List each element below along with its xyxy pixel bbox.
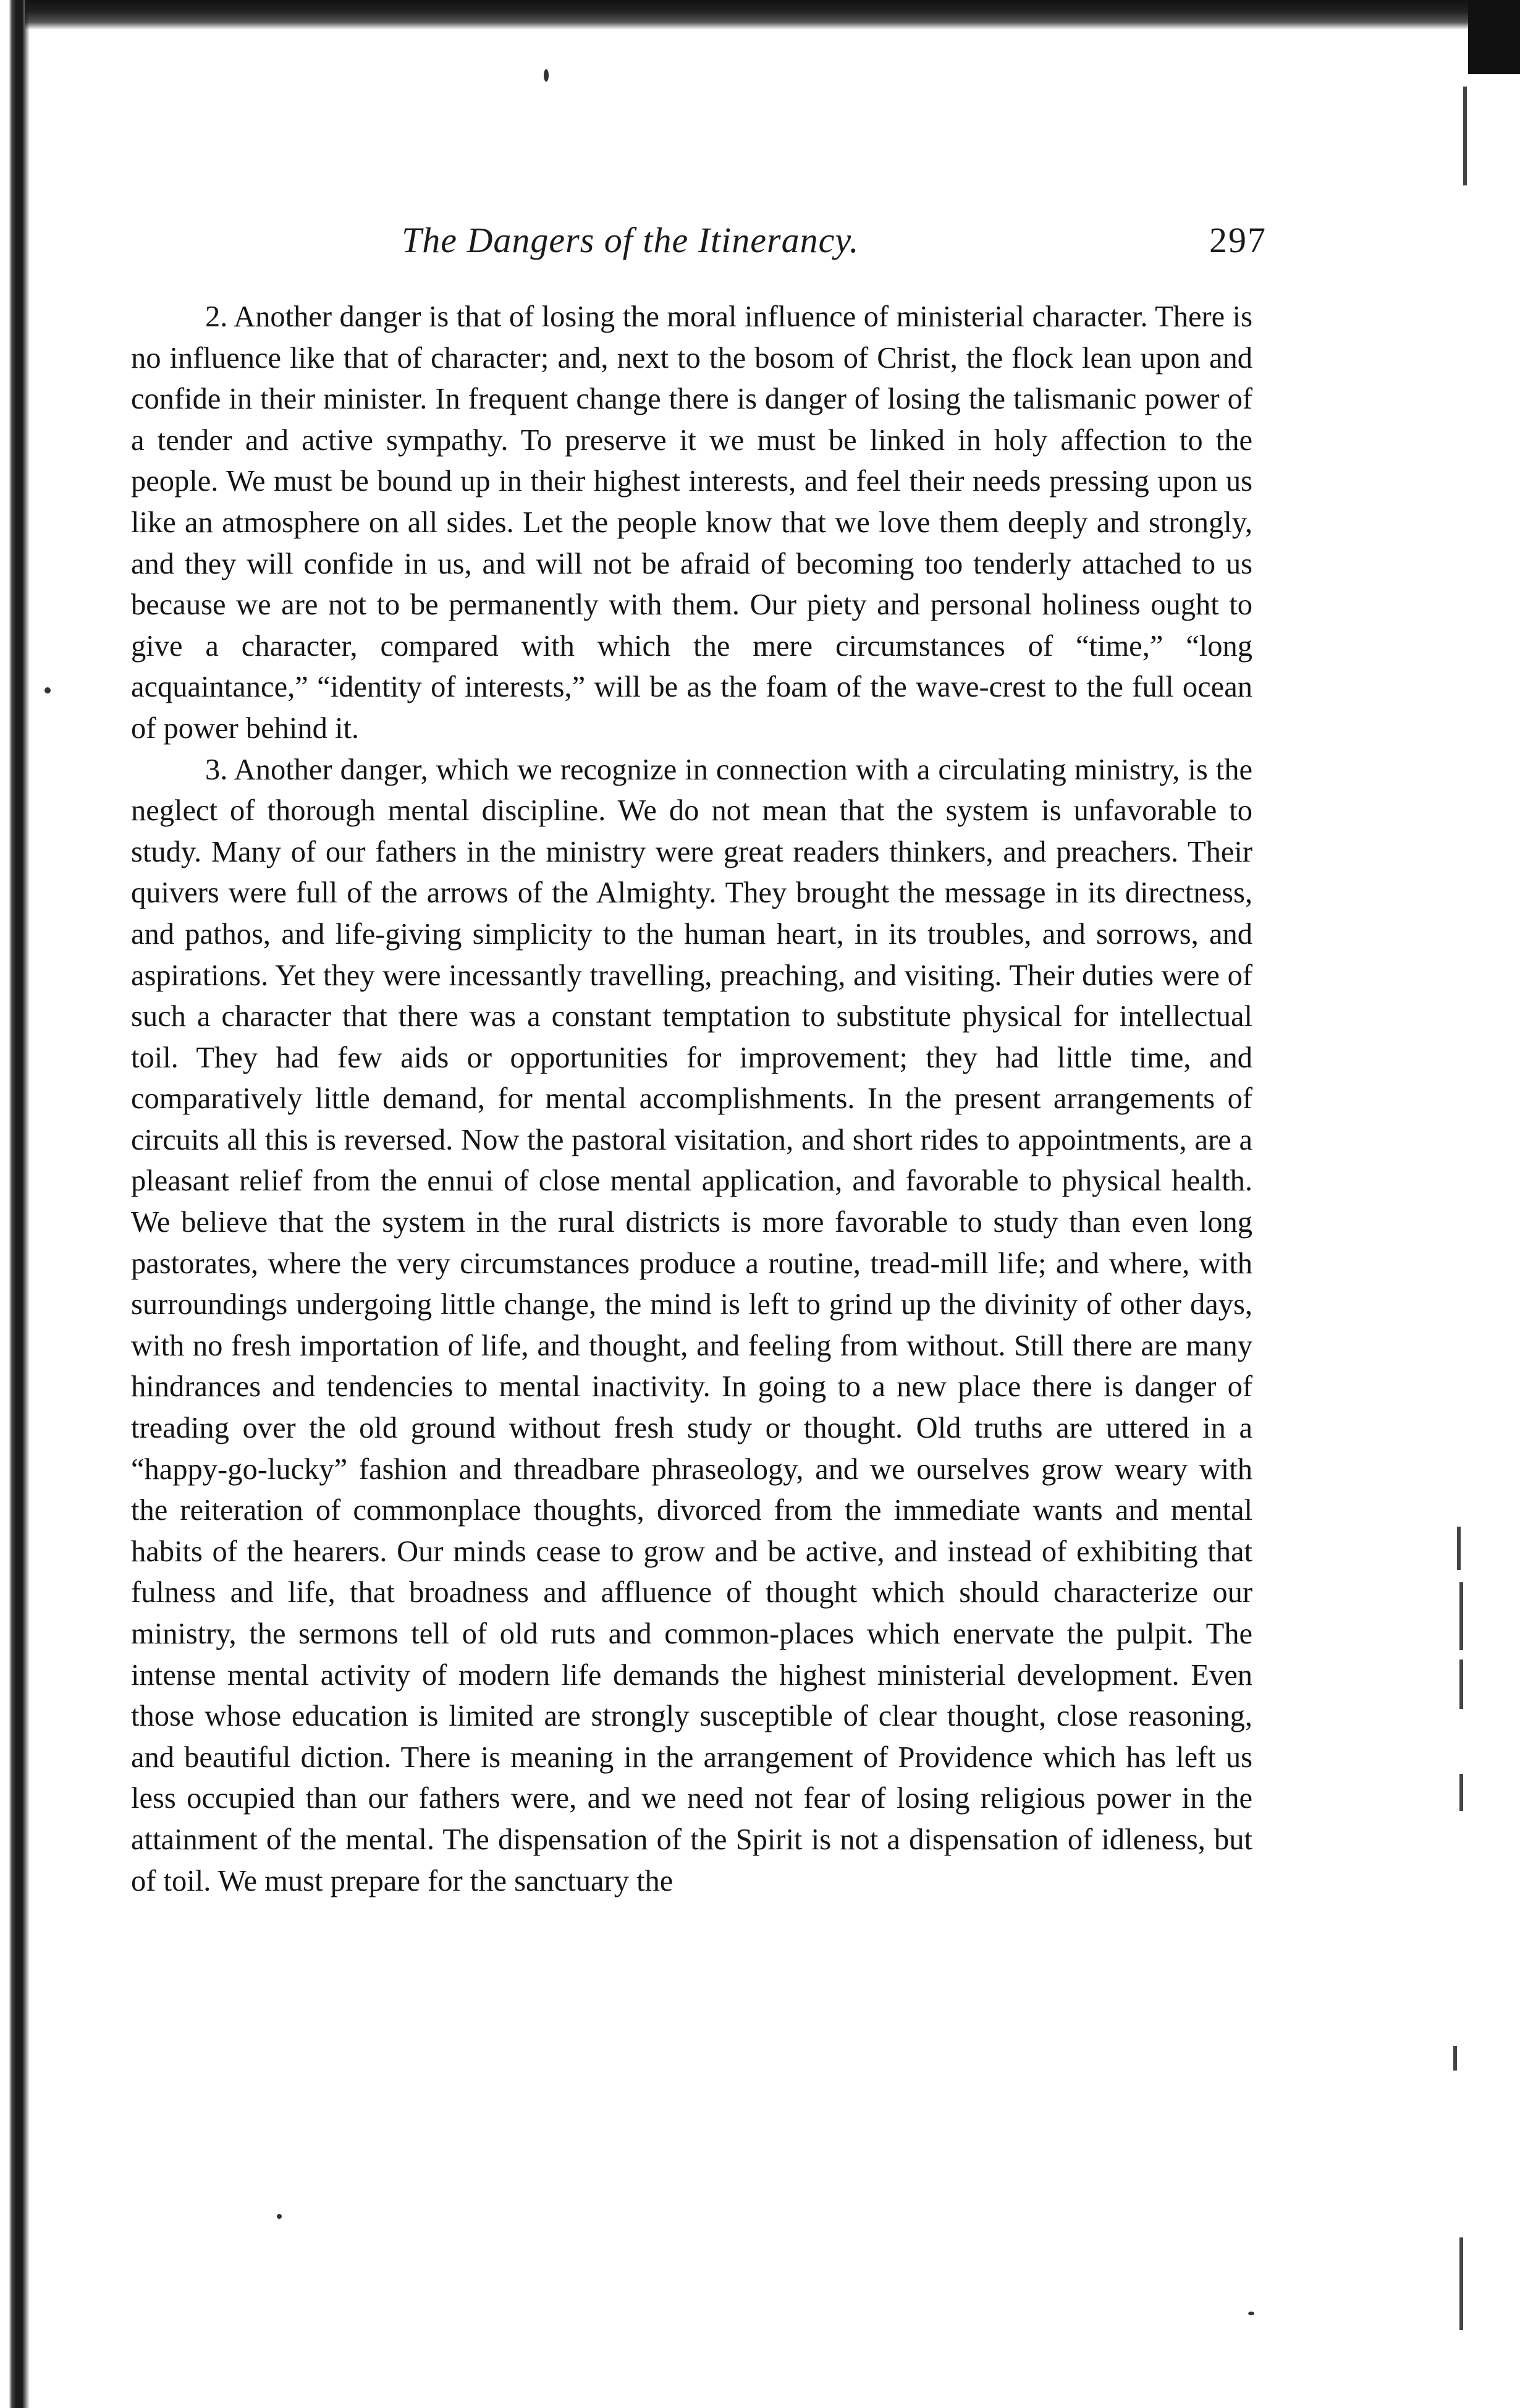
scan-speck xyxy=(44,687,51,693)
gutter-mark xyxy=(1453,2046,1457,2071)
scan-speck xyxy=(1248,2312,1254,2315)
page-number: 297 xyxy=(1209,220,1267,260)
scan-speck xyxy=(544,69,549,82)
gutter-mark xyxy=(1459,1582,1463,1650)
paragraph-3: 3. Another danger, which we recognize in connection with a circulating ministry, is the neglect of thorough mental discipline. We do not mean that the system is unfavorable to study. Many of our fathers in the ministry were great readers thinkers, and preachers. Their quivers were full of the arrows of the Almighty. They brought the message in its directness, and pathos, and life-giving simplicity to the human heart, in its troubles, and sorrows, and aspirations. Yet they were incessantly travelling, preaching, and visiting. Their duties were of such a character that there was a constant temptation to substitute physical for intellectual toil. They had few aids or opportunities for improvement; they had little time, and comparatively little demand, for mental accomplishments. In the present arrangements of circuits all this is reversed. Now the pastoral visitation, and short rides to appointments, are a pleasant relief from the ennui of close mental application, and favorable to physical health. We believe that the system in the rural districts is more favorable to study than even long pastorates, where the very circumstances produce a routine, tread-mill life; and where, with surroundings undergoing little change, the mind is left to grind up the divinity of other days, with no fresh importation of life, and thought, and feeling from without. Still there are many hindrances and tendencies to mental inactivity. In going to a new place there is danger of treading over the old ground without fresh study or thought. Old truths are uttered in a “happy-go-lucky” fashion and threadbare phraseology, and we ourselves grow weary with the reiteration of commonplace thoughts, divorced from the immediate wants and mental habits of the hearers. Our minds cease to grow and be active, and instead of exhibiting that fulness and life, that broadness and affluence of thought which should characterize our ministry, the sermons tell of old ruts and common-places which enervate the pulpit. The intense mental activity of modern life demands the highest ministerial development. Even those whose education is limited are strongly susceptible of clear thought, close reasoning, and beautiful diction. There is meaning in the arrangement of Providence which has left us less occupied than our fathers were, and we need not fear of losing religious power in the attainment of the mental. The dispensation of the Spirit is not a dispensation of idleness, but of toil. We must prepare for the sanctuary the xyxy=(131,753,1252,1897)
running-title: The Dangers of the Itinerancy. xyxy=(402,220,859,260)
gutter-mark xyxy=(1457,1527,1461,1570)
scan-speck xyxy=(277,2214,282,2219)
gutter-mark xyxy=(1459,2237,1463,2330)
paragraph-2: 2. Another danger is that of losing the moral influence of ministerial character. There is no influence like that of character; and, next to the bosom of Christ, the flock lean upon and confide in their minister. In frequent change there is danger of losing the talismanic power of a tender and active sympathy. To preserve it we must be linked in holy affection to the people. We must be bound up in their highest interests, and feel their needs pressing upon us like an atmosphere on all sides. Let the people know that we love them deeply and strongly, and they will confide in us, and will not be afraid of becoming too tenderly attached to us because we are not to be permanently with them. Our piety and personal holiness ought to give a character, compared with which the mere circumstances of “time,” “long acquaintance,” “identity of interests,” will be as the foam of the wave-crest to the full ocean of power behind it. xyxy=(131,300,1252,745)
running-head xyxy=(402,219,1267,275)
gutter-mark xyxy=(1463,87,1467,185)
gutter-mark xyxy=(1459,1774,1463,1811)
gutter-mark xyxy=(1459,1660,1463,1709)
scan-edge-right xyxy=(1468,0,1520,74)
scan-edge-top xyxy=(25,0,1520,30)
scan-edge-left xyxy=(0,0,30,2408)
body-text xyxy=(131,297,1252,1902)
